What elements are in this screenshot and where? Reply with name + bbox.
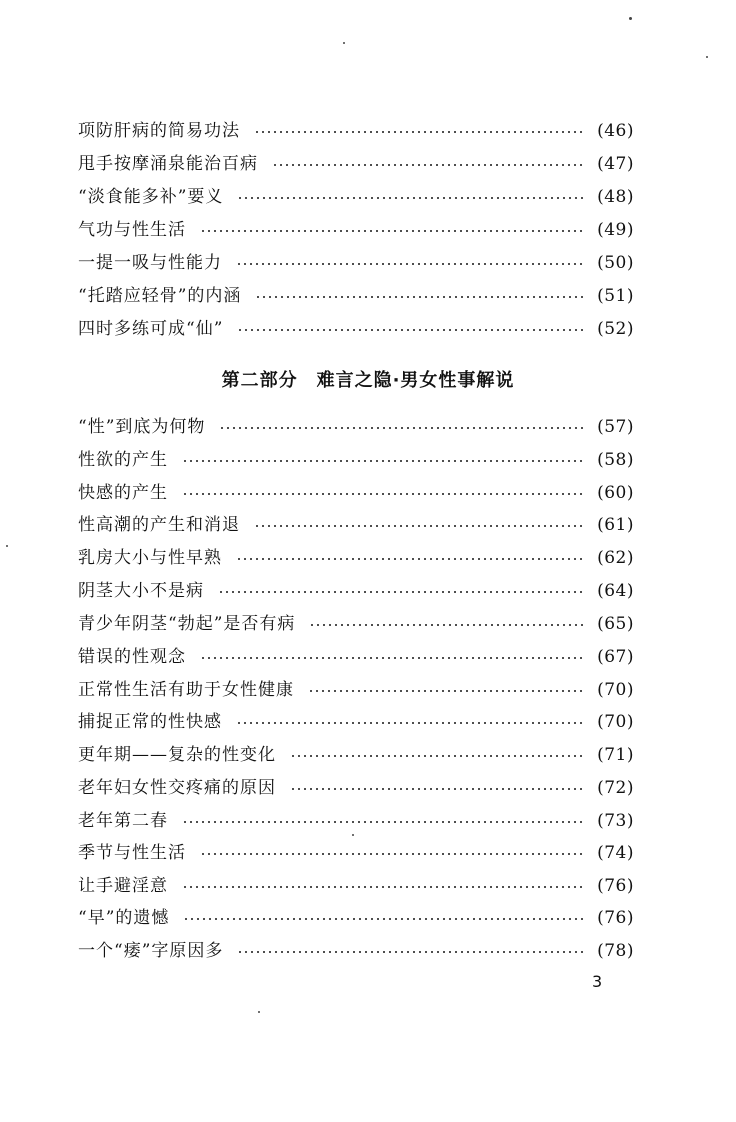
dot-leader [182, 493, 585, 495]
toc-entry[interactable] [78, 578, 634, 604]
toc-entry[interactable] [78, 545, 634, 571]
section-heading: 第二部分 难言之隐·男女性事解说 [221, 370, 515, 391]
dot-leader [272, 164, 585, 166]
toc-entry-title: 老年妇女性交疼痛的原因 [78, 778, 276, 798]
toc-entry[interactable] [78, 840, 634, 866]
toc-entry-title: 性欲的产生 [78, 450, 168, 470]
toc-entry[interactable] [78, 938, 634, 964]
toc-entry-page: (70) [597, 712, 634, 732]
dot-leader [200, 657, 585, 659]
toc-entry-title: 正常性生活有助于女性健康 [78, 680, 294, 700]
toc-entry[interactable] [78, 709, 634, 735]
toc-entry[interactable] [78, 873, 634, 899]
dot-leader [236, 263, 585, 265]
toc-entry[interactable] [78, 808, 634, 834]
scan-speck [343, 42, 345, 44]
toc-entry-page: (64) [597, 581, 634, 601]
toc-entry-title: 四时多练可成“仙” [78, 319, 224, 339]
toc-entry-title: “淡食能多补”要义 [78, 187, 224, 207]
toc-entry-title: “早”的遗憾 [78, 908, 170, 928]
toc-entry-title: 气功与性生活 [78, 220, 186, 240]
dot-leader [290, 788, 585, 790]
toc-entry-page: (60) [597, 483, 634, 503]
toc-entry[interactable] [78, 316, 634, 342]
toc-entry-page: (78) [597, 941, 634, 961]
scan-speck [6, 545, 8, 547]
dot-leader [254, 131, 585, 133]
dot-leader [237, 329, 585, 331]
toc-entry[interactable] [78, 905, 634, 931]
toc-entry[interactable] [78, 742, 634, 768]
scan-speck [352, 834, 354, 836]
toc-entry-page: (74) [597, 843, 634, 863]
toc-entry-page: (65) [597, 614, 634, 634]
toc-entry-title: 捕捉正常的性快感 [78, 712, 222, 732]
dot-leader [254, 525, 585, 527]
toc-entry-page: (61) [597, 515, 634, 535]
dot-leader [237, 951, 585, 953]
toc-entry-page: (57) [597, 417, 634, 437]
dot-leader [255, 296, 585, 298]
toc-entry-title: 让手避淫意 [78, 876, 168, 896]
dot-leader [236, 722, 585, 724]
toc-entry-page: (62) [597, 548, 634, 568]
toc-entry-page: (58) [597, 450, 634, 470]
toc-entry-page: (73) [597, 811, 634, 831]
scan-speck [258, 1011, 260, 1013]
scan-speck [706, 56, 708, 58]
toc-entry[interactable] [78, 644, 634, 670]
toc-entry[interactable] [78, 447, 634, 473]
toc-entry-title: 错误的性观念 [78, 647, 186, 667]
dot-leader [308, 690, 585, 692]
page-number: 3 [592, 972, 603, 991]
toc-entry-title: 项防肝病的简易功法 [78, 121, 240, 141]
toc-entry-title: “性”到底为何物 [78, 417, 206, 437]
dot-leader [290, 755, 585, 757]
dot-leader [309, 624, 585, 626]
toc-entry-title: 甩手按摩涌泉能治百病 [78, 154, 258, 174]
toc-entry-page: (48) [597, 187, 634, 207]
toc-entry[interactable] [78, 611, 634, 637]
toc-entry-page: (50) [597, 253, 634, 273]
toc-entry-page: (52) [597, 319, 634, 339]
dot-leader [182, 886, 585, 888]
toc-entry-page: (67) [597, 647, 634, 667]
toc-entry[interactable] [78, 414, 634, 440]
toc-entry[interactable] [78, 151, 634, 177]
toc-entry[interactable] [78, 775, 634, 801]
toc-entry-page: (71) [597, 745, 634, 765]
toc-entry-page: (47) [597, 154, 634, 174]
toc-entry-title: “托踏应轻骨”的内涵 [78, 286, 242, 306]
toc-entry-page: (49) [597, 220, 634, 240]
toc-entry[interactable] [78, 512, 634, 538]
toc-entry-title: 乳房大小与性早熟 [78, 548, 222, 568]
toc-entry-title: 一提一吸与性能力 [78, 253, 222, 273]
dot-leader [182, 821, 585, 823]
dot-leader [219, 427, 585, 429]
toc-entry[interactable] [78, 283, 634, 309]
toc-entry-title: 一个“痿”字原因多 [78, 941, 224, 961]
toc-entry-title: 季节与性生活 [78, 843, 186, 863]
dot-leader [200, 230, 585, 232]
toc-entry-page: (51) [597, 286, 634, 306]
toc-entry-title: 老年第二春 [78, 811, 168, 831]
dot-leader [182, 460, 585, 462]
toc-entry[interactable] [78, 677, 634, 703]
scan-speck [629, 17, 632, 20]
toc-entry-title: 青少年阴茎“勃起”是否有病 [78, 614, 296, 634]
toc-entry-title: 快感的产生 [78, 483, 168, 503]
dot-leader [236, 558, 585, 560]
toc-entry[interactable] [78, 184, 634, 210]
dot-leader [200, 853, 585, 855]
toc-entry-title: 性高潮的产生和消退 [78, 515, 240, 535]
toc-entry-title: 更年期——复杂的性变化 [78, 745, 276, 765]
toc-entry-page: (46) [597, 121, 634, 141]
toc-entry-page: (76) [597, 876, 634, 896]
toc-entry[interactable] [78, 250, 634, 276]
toc-entry[interactable] [78, 217, 634, 243]
toc-entry-page: (72) [597, 778, 634, 798]
dot-leader [183, 918, 585, 920]
toc-entry-page: (70) [597, 680, 634, 700]
dot-leader [218, 591, 585, 593]
toc-entry-page: (76) [597, 908, 634, 928]
toc-entry[interactable] [78, 118, 634, 144]
toc-entry[interactable] [78, 480, 634, 506]
dot-leader [237, 197, 585, 199]
toc-entry-title: 阴茎大小不是病 [78, 581, 204, 601]
